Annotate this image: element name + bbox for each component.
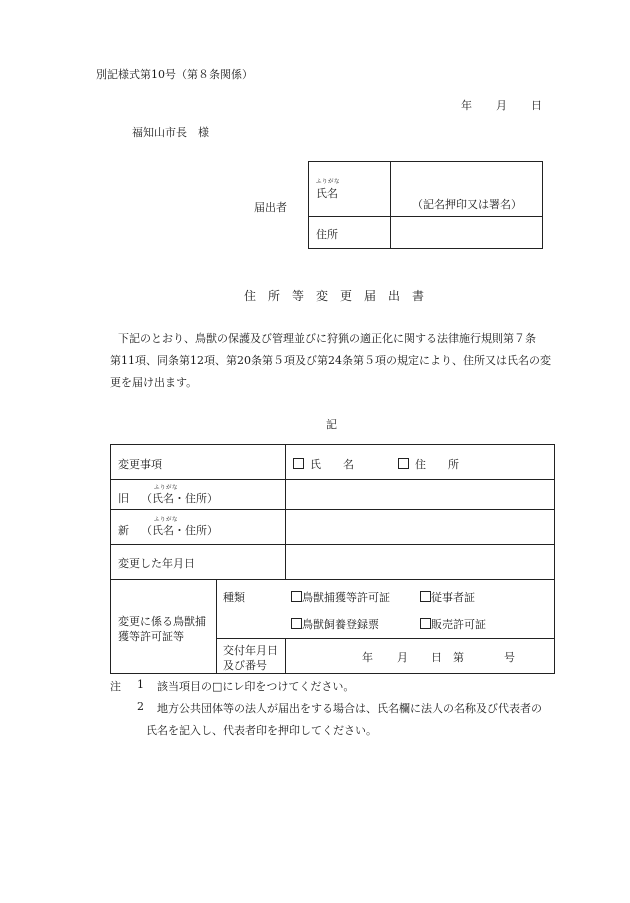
- date-month: 月: [496, 99, 507, 112]
- permit-type-hunting: 鳥獣捕獲等許可証: [302, 591, 390, 604]
- date-day: 日: [531, 99, 542, 112]
- note-prefix: 注: [110, 680, 121, 693]
- body-line-3: 更を届け出ます。: [110, 376, 198, 389]
- ki-label: 記: [326, 418, 337, 431]
- note1-number: 1: [137, 678, 144, 691]
- issue-label-line2: 及び番号: [223, 659, 267, 672]
- applicant-label: 届出者: [254, 201, 287, 214]
- new-label: 新: [118, 524, 129, 537]
- note2-line2: 氏名を記入し、代表者印を押印してください。: [146, 724, 377, 737]
- option-name: 氏 名: [310, 458, 354, 471]
- old-sub: （氏名・住所）: [141, 492, 218, 505]
- document-title: 住 所 等 変 更 届 出 書: [244, 289, 425, 303]
- permit-label-line2: 獲等許可証等: [118, 630, 184, 643]
- checkbox-name[interactable]: [293, 458, 304, 469]
- form-number: 別記様式第10号（第８条関係）: [96, 68, 253, 81]
- new-ruby: ふりがな: [154, 517, 179, 523]
- change-table: [110, 444, 555, 674]
- addressee: 福知山市長 様: [132, 126, 209, 139]
- changed-date-label: 変更した年月日: [118, 557, 195, 570]
- permit-type-sales: 販売許可証: [431, 618, 486, 631]
- issue-month: 月: [397, 651, 408, 664]
- note2-line1: 地方公共団体等の法人が届出をする場合は、氏名欄に法人の名称及び代表者の: [157, 702, 542, 715]
- checkbox-worker-cert[interactable]: [420, 591, 431, 602]
- permit-type-breeding: 鳥獣飼養登録票: [302, 618, 379, 631]
- issue-label-line1: 交付年月日: [223, 644, 278, 657]
- seal-note: （記名押印又は署名）: [412, 198, 522, 211]
- permit-label-line1: 変更に係る鳥獣捕: [118, 615, 206, 628]
- old-ruby: ふりがな: [154, 485, 179, 491]
- issue-year: 年: [362, 651, 373, 664]
- body-line-1: 下記のとおり、鳥獣の保護及び管理並びに狩猟の適正化に関する法律施行規則第７条: [118, 332, 536, 345]
- change-item-label: 変更事項: [118, 458, 162, 471]
- checkbox-address[interactable]: [398, 458, 409, 469]
- new-sub: （氏名・住所）: [141, 524, 218, 537]
- name-label: 氏名: [316, 187, 338, 200]
- option-address: 住 所: [415, 458, 459, 471]
- checkbox-breeding-reg[interactable]: [291, 618, 302, 629]
- applicant-box: [308, 161, 543, 249]
- checkbox-hunting-permit[interactable]: [291, 591, 302, 602]
- body-line-2: 第11項、同条第12項、第20条第５項及び第24条第５項の規定により、住所又は氏名の変: [110, 354, 551, 367]
- address-label: 住所: [316, 228, 338, 241]
- checkbox-sales-permit[interactable]: [420, 618, 431, 629]
- issue-day-dai: 日 第: [431, 651, 464, 664]
- name-ruby: ふりがな: [316, 179, 341, 185]
- note1-text: 該当項目の□にレ印をつけてください。: [157, 680, 355, 693]
- date-year: 年: [461, 99, 472, 112]
- note2-number: 2: [137, 700, 144, 713]
- type-label: 種類: [223, 591, 245, 604]
- old-label: 旧: [118, 492, 129, 505]
- permit-type-worker: 従事者証: [431, 591, 475, 604]
- issue-number: 号: [504, 651, 515, 664]
